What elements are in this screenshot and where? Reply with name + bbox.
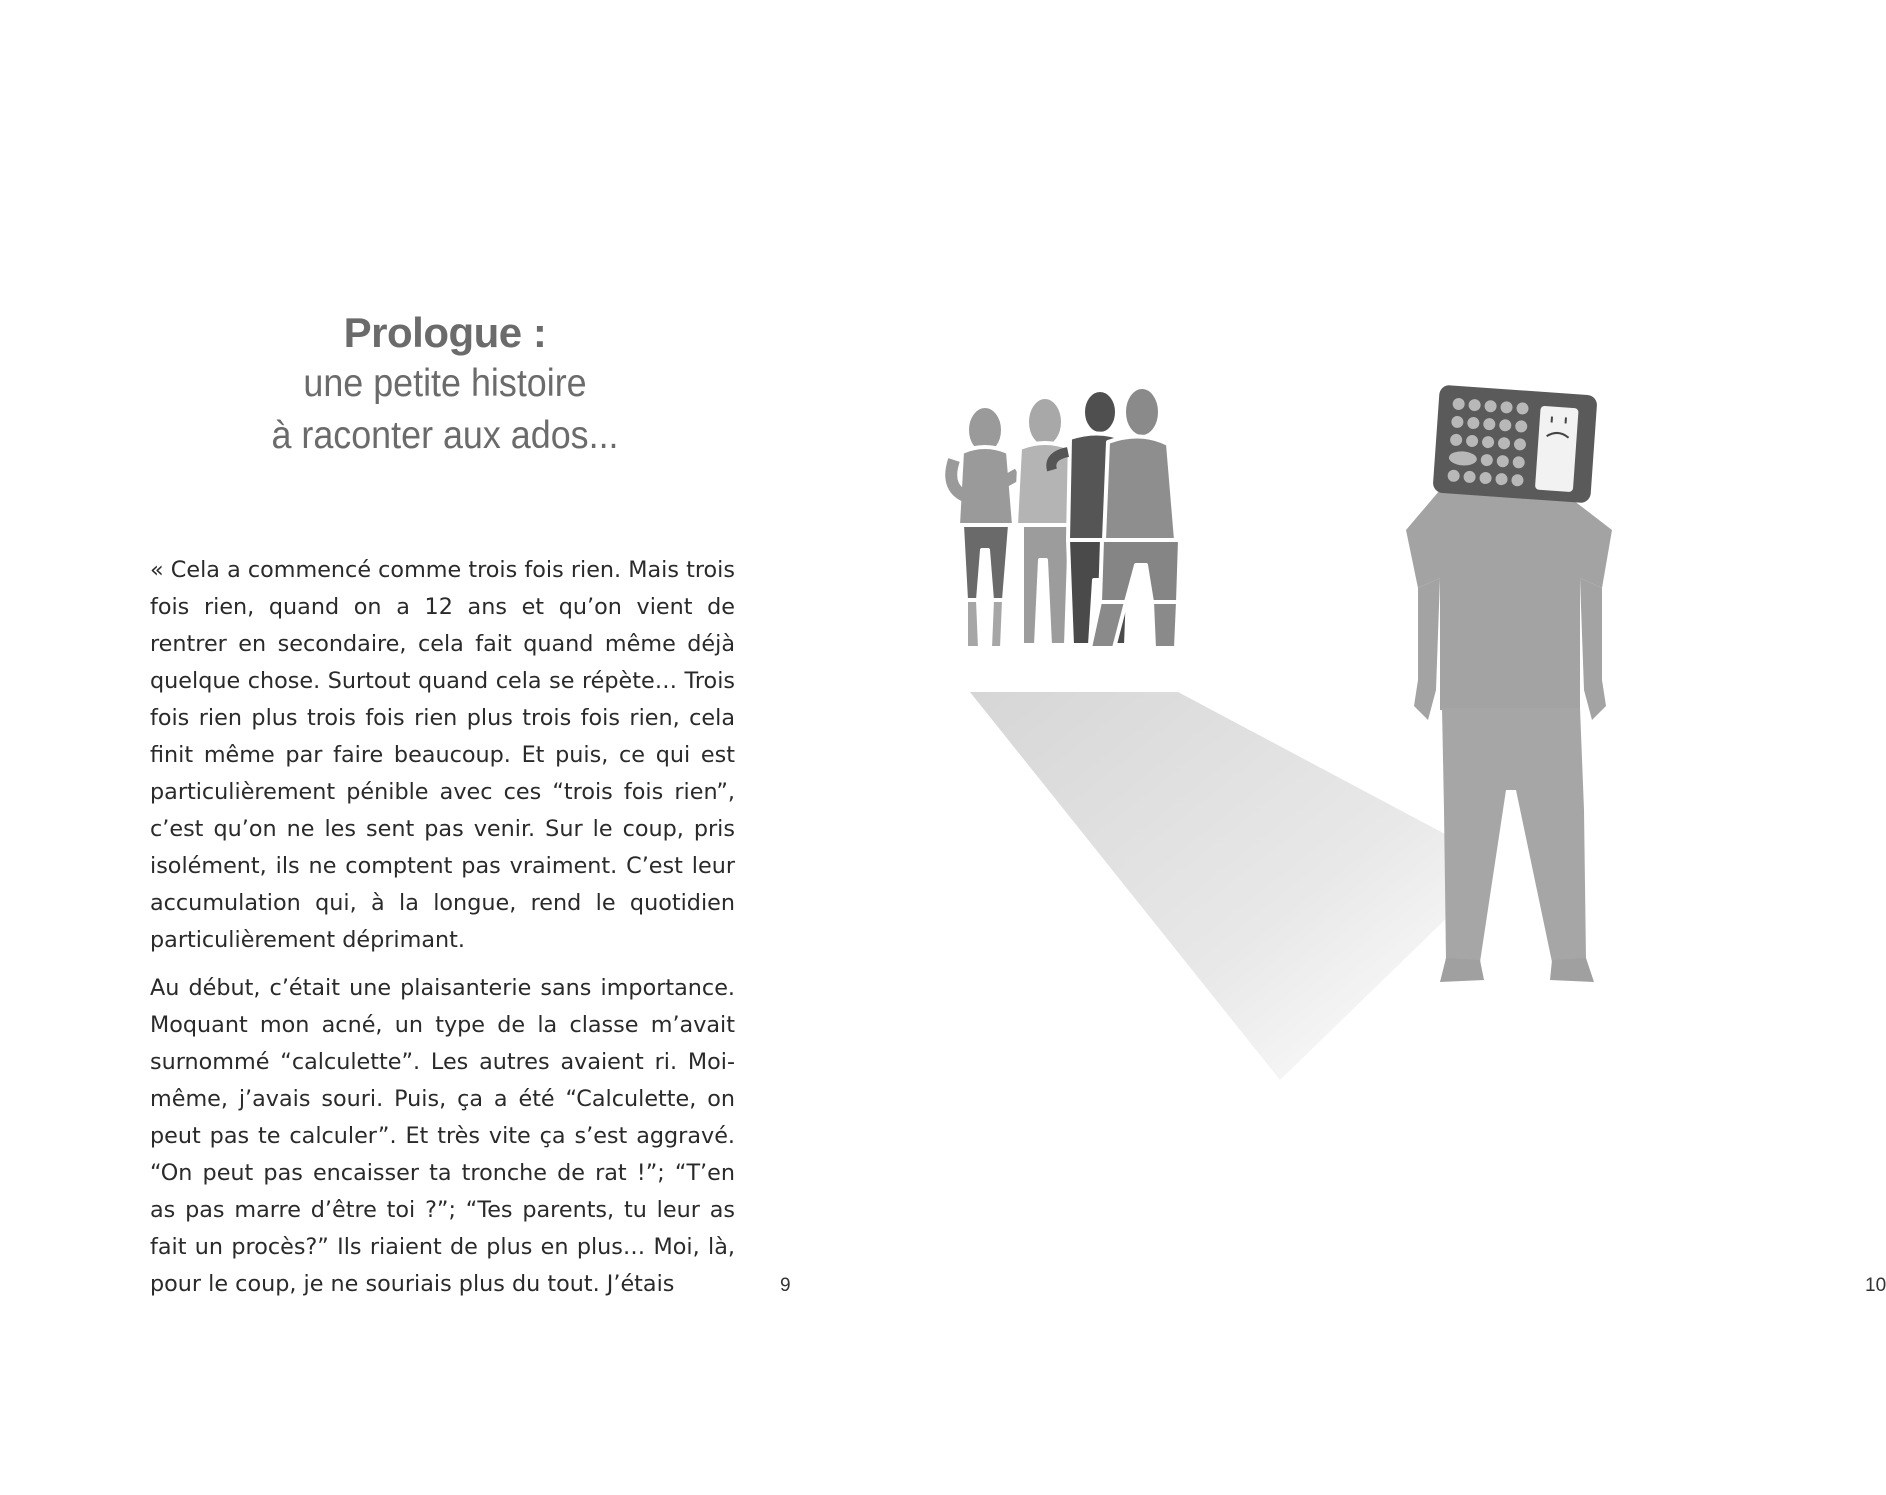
left-page (0, 0, 885, 1495)
page-number-right: 10 (1865, 1275, 1886, 1296)
boy-right-arm (1580, 578, 1606, 720)
chapter-subtitle-line-1: une petite histoire (303, 362, 587, 405)
chapter-subtitle-line-2: à raconter aux ados... (271, 414, 619, 457)
body-text (150, 552, 735, 1314)
paragraph-2: Au début, c’était une plaisanterie sans importance. Moquant mon acné, un type de la classe m’avait surnommé “calculette”. Les autres avaient ri. Moi-même, j’avais souri. Puis, ça a été “Calculette, on peut pas te calculer”. Et très vite ça s’est aggravé. “On peut pas encaisser ta tronche de rat !”; “T’en as pas marre d’être toi ?”; “Tes parents, tu leur as fait un procès?” Ils riaient de plus en plus… Moi, là, pour le coup, je ne souriais plus du tout. J’étais (150, 975, 735, 1297)
paragraph-1: « Cela a commencé comme trois fois rien. Mais trois fois rien, quand on a 12 ans et qu’on vient de rentrer en secondaire, cela fait quand même déjà quelque chose. Surtout quand cela se répète… Trois fois rien plus trois fois rien plus trois fois rien, cela finit même par faire beaucoup. Et puis, ce qui est particulièrement pénible avec ces “trois fois rien”, c’est qu’on ne les sent pas venir. Sur le coup, pris isolément, ils ne comptent pas vraiment. C’est leur accumulation qui, à la longue, rend le quotidien particulièrement déprimant. (150, 557, 735, 953)
teen-1-figure (951, 406, 1018, 648)
chapter-heading (150, 308, 740, 462)
page-number-left: 9 (780, 1275, 791, 1296)
teen-group-icon (951, 387, 1180, 648)
boy-left-shoe (1440, 958, 1484, 982)
calculator-head (1432, 385, 1597, 504)
cast-shadow (970, 692, 1460, 1080)
boy-left-arm (1414, 578, 1440, 720)
chapter-title: Prologue : (343, 309, 547, 356)
boy-trousers (1442, 708, 1586, 962)
illustration (940, 390, 1660, 1120)
boy-right-shoe (1550, 958, 1594, 982)
calculator-screen (1535, 406, 1579, 492)
